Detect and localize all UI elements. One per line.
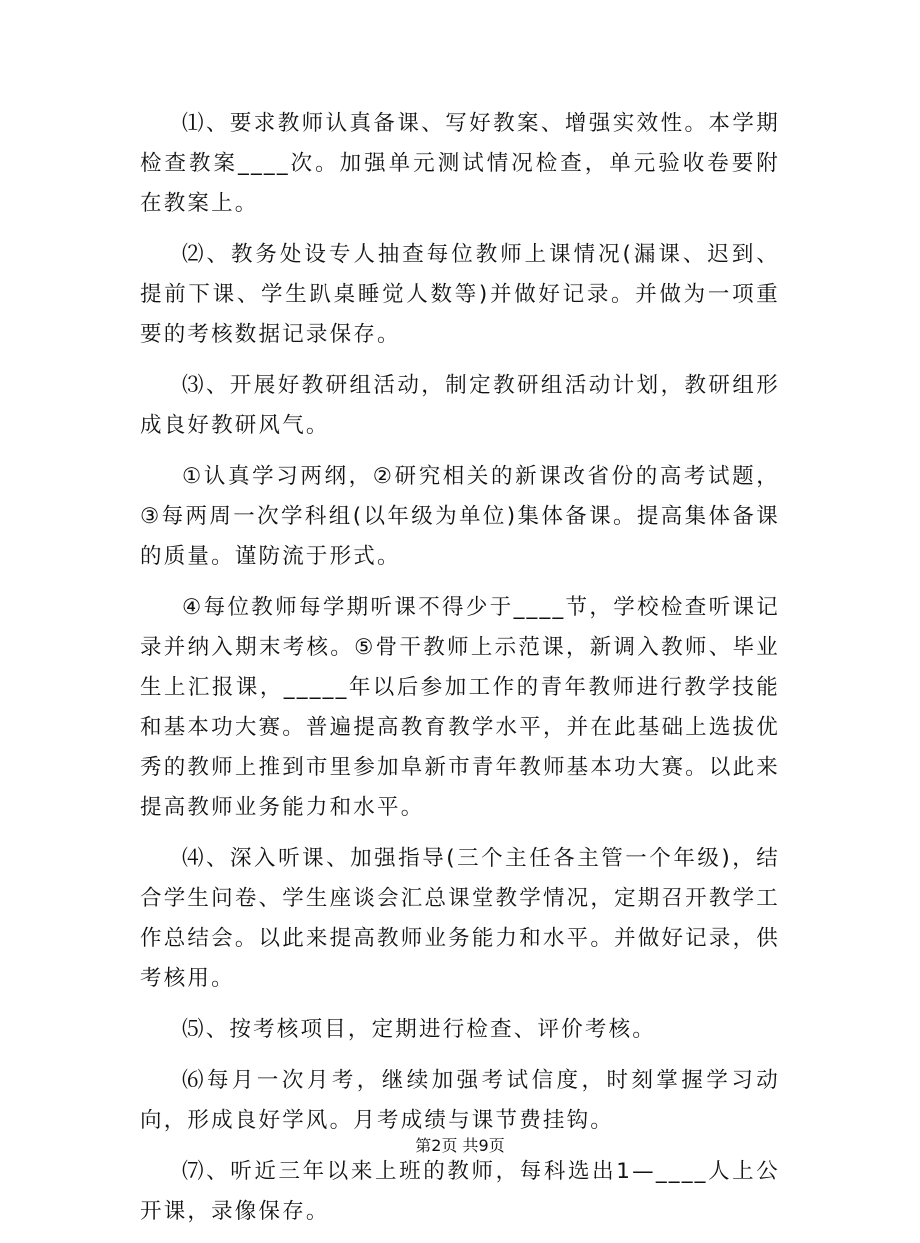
paragraph-6: ⑷、深入听课、加强指导(三个主任各主管一个年级)，结合学生问卷、学生座谈会汇总课堂教学情况，定期召开教学工作总结会。以此来提高教师业务能力和水平。并做好记录，供考核用。 <box>140 846 780 991</box>
paragraph-7: ⑸、按考核项目，定期进行检查、评价考核。 <box>182 1017 657 1042</box>
paragraph-2: ⑵、教务处设专人抽查每位教师上课情况(漏课、迟到、提前下课、学生趴桌睡觉人数等)并做好记录。并做为一项重要的考核数据记录保存。 <box>140 242 780 347</box>
page-number-footer: 第2页 共9页 <box>415 1136 505 1155</box>
document-body <box>140 104 780 1243</box>
paragraph-1: ⑴、要求教师认真备课、写好教案、增强实效性。本学期检查教案____次。加强单元测试情况检查，单元验收卷要附在教案上。 <box>140 111 780 216</box>
paragraph-9: ⑺、听近三年以来上班的教师，每科选出1—____人上公开课，录像保存。 <box>140 1159 780 1224</box>
paragraph-8: ⑹每月一次月考，继续加强考试信度，时刻掌握学习动向，形成良好学风。月考成绩与课节费挂钩。 <box>140 1068 780 1133</box>
paragraph-5: ④每位教师每学期听课不得少于____节，学校检查听课记录并纳入期末考核。⑤骨干教师上示范课，新调入教师、毕业生上汇报课，_____年以后参加工作的青年教师进行教学技能和基本功大赛。普遍提高教育教学水平，并在此基础上选拔优秀的教师上推到市里参加阜新市青年教师基本功大赛。以此来提高教师业务能力和水平。 <box>140 595 780 820</box>
paragraph-4: ①认真学习两纲，②研究相关的新课改省份的高考试题，③每两周一次学科组(以年级为单位)集体备课。提高集体备课的质量。谨防流于形式。 <box>140 464 780 569</box>
paragraph-3: ⑶、开展好教研组活动，制定教研组活动计划，教研组形成良好教研风气。 <box>140 373 780 438</box>
